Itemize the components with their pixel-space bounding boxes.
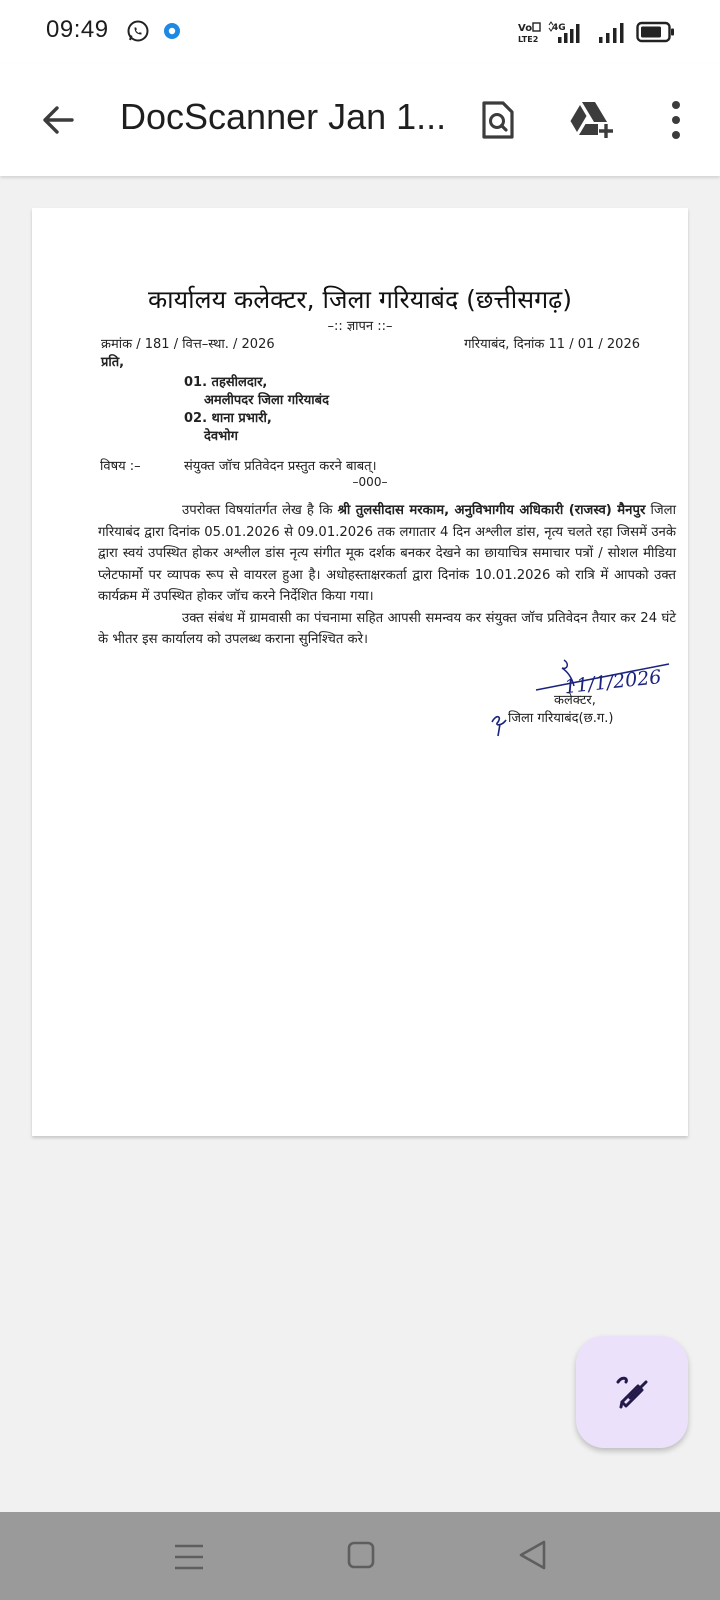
addressee-line: अमलीपदर जिला गरियाबंद	[204, 393, 329, 408]
more-vertical-icon	[670, 100, 682, 140]
volte-icon	[517, 20, 543, 44]
signature-date: 11/1/2026	[563, 666, 663, 699]
para1-end: जिला गरियाबंद द्वारा दिनांक 05.01.2026 से 09.01.2026 तक लगातार 4 दिन अश्लील डांस, नृत्य चलते रहा जिसमें उनके द्वारा स्वयं उपस्थित होकर अश्लील डांस नृत्य संगीत मूक दर्शक बनकर देखने का छायाचित्र समाचार पत्रों / सोशल मीडिया प्लेटफार्मो पर व्यापक रूप से वायरल हुआ है। अधोहस्ताक्षरकर्ता द्वारा दिनांक 10.01.2026 को रात्रि में आपको उक्त कार्यक्रम में उपस्थित होकर जॉच करने निर्देशित किया गया।	[98, 503, 677, 604]
edit-fab-button[interactable]	[576, 1336, 688, 1448]
document-search-icon	[480, 99, 516, 141]
addressee-line: देवभोग	[204, 429, 238, 444]
para1-bold-officer: श्री तुलसीदास मरकाम, अनुविभागीय अधिकारी (राजस्व) मैनपुर	[337, 503, 646, 518]
doc-reference-number: क्रमांक / 181 / वित्त–स्था. / 2026	[101, 337, 275, 352]
signatory-district: जिला गरियाबंद(छ.ग.)	[508, 711, 614, 726]
back-button[interactable]	[32, 94, 84, 146]
signatory-designation: कलेक्टर,	[554, 693, 596, 708]
body-paragraph-2: उक्त संबंध में ग्रामवासी का पंचनामा सहित आपसी समन्वय कर संयुक्त जॉच प्रतिवेदन तैयार कर 24 घंटे के भीतर इस कार्यालय को उपलब्ध कराना सुनिश्चित करे।	[98, 610, 676, 647]
network-type: 4G	[552, 23, 566, 33]
add-to-drive-button[interactable]	[564, 94, 620, 146]
back-arrow-icon	[40, 102, 76, 138]
location-icon	[163, 22, 181, 40]
subject-label: विषय :–	[100, 459, 141, 474]
doc-heading: कार्यालय कलेक्टर, जिला गरियाबंद (छत्तीसगढ़)	[147, 285, 573, 314]
app-bar	[0, 64, 720, 176]
body-paragraph-1	[98, 500, 676, 608]
menu-icon[interactable]	[172, 1540, 206, 1574]
para1-start: उपरोक्त विषयांतर्गत लेख है कि	[182, 503, 338, 518]
4g-signal-icon	[548, 20, 588, 44]
document-search-button[interactable]	[472, 94, 524, 146]
battery-icon	[636, 21, 676, 43]
volte-line1: Vo	[518, 23, 533, 34]
subject-separator: –000–	[352, 475, 388, 489]
more-options-button[interactable]	[652, 94, 700, 146]
document-page-preview[interactable]	[32, 208, 688, 1136]
home-square-icon[interactable]	[344, 1538, 378, 1572]
doc-prati: प्रति,	[101, 355, 125, 370]
doc-body	[98, 500, 676, 651]
whatsapp-icon	[126, 19, 150, 43]
signal-icon	[598, 20, 626, 44]
addressee-line: 02. थाना प्रभारी,	[184, 411, 272, 426]
doc-subheading: –:: ज्ञापन ::–	[327, 319, 393, 334]
edit-pen-icon	[612, 1372, 652, 1412]
volte-line2: LTE2	[518, 35, 539, 44]
status-bar	[0, 0, 720, 64]
addressee-line: 01. तहसीलदार,	[184, 375, 268, 390]
back-triangle-icon[interactable]	[516, 1538, 550, 1572]
status-time: 09:49	[46, 16, 109, 43]
doc-date: गरियाबंद, दिनांक 11 / 01 / 2026	[464, 337, 640, 352]
drive-add-icon	[569, 100, 615, 140]
system-nav-bar	[0, 1512, 720, 1600]
document-title: DocScanner Jan 1...	[120, 96, 447, 137]
subject-text: संयुक्त जॉच प्रतिवेदन प्रस्तुत करने बाबत्।	[184, 459, 377, 474]
